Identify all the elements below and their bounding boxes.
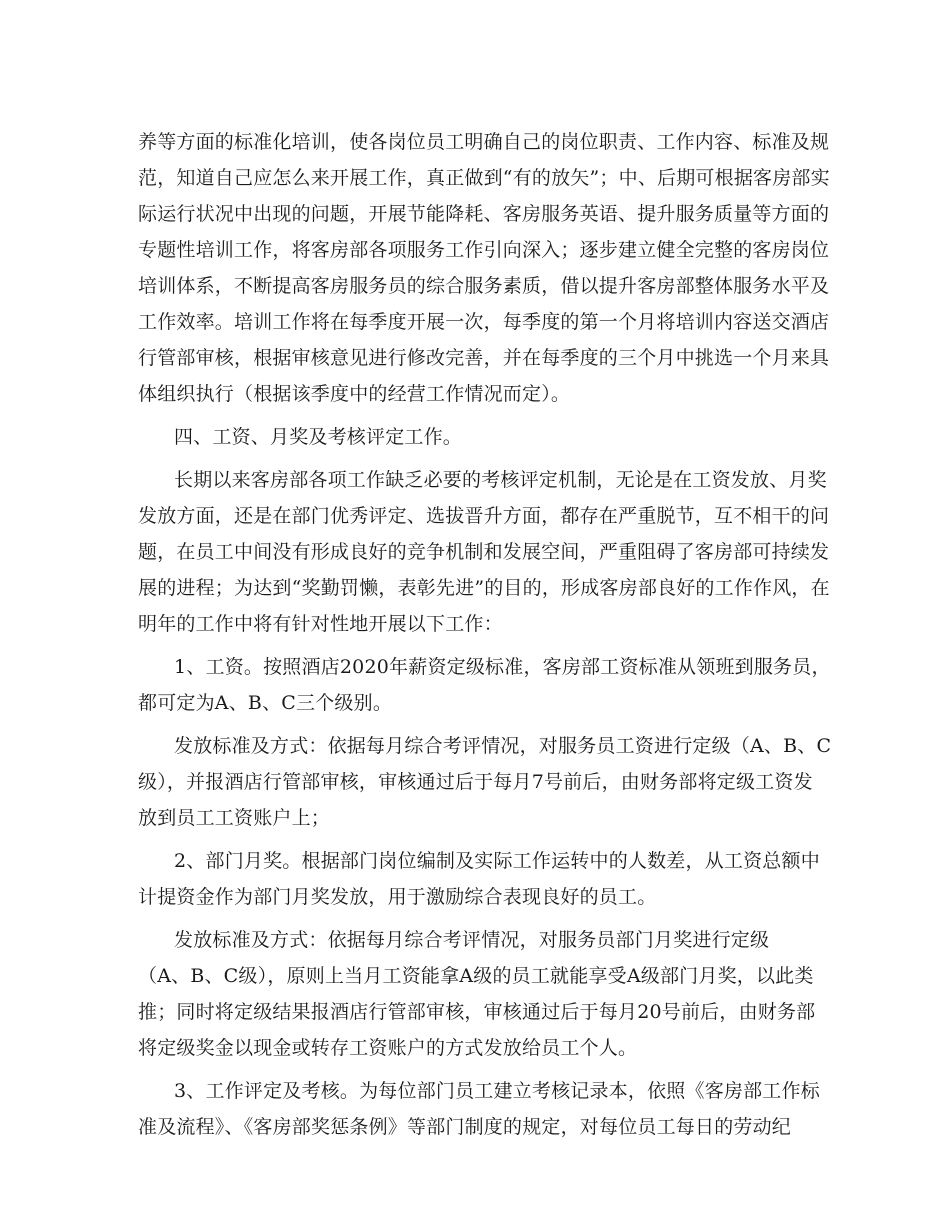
- body-text-line: 推；同时将定级结果报酒店行管部审核，审核通过后于每月20号前后，由财务部: [138, 1001, 816, 1023]
- body-text-line: 发放标准及方式：依据每月综合考评情况，对服务员工资进行定级（A、B、C: [174, 735, 832, 757]
- body-text-line: 展的进程；为达到“奖勤罚懒，表彰先进”的目的，形成客房部良好的工作作风，在: [138, 577, 830, 599]
- body-text-line: 行管部审核，根据审核意见进行修改完善，并在每季度的三个月中挑选一个月来具: [138, 347, 830, 369]
- body-text-line: 1、工资。按照酒店2020年薪资定级标准，客房部工资标准从领班到服务员，: [174, 656, 831, 678]
- body-text-line: 3、工作评定及考核。为每位部门员工建立考核记录本，依照《客房部工作标: [174, 1080, 820, 1102]
- body-text-line: 工作效率。培训工作将在每季度开展一次，每季度的第一个月将培训内容送交酒店: [138, 311, 830, 333]
- body-text-line: 养等方面的标准化培训，使各岗位员工明确自己的岗位职责、工作内容、标准及规: [138, 131, 830, 153]
- body-text-line: 计提资金作为部门月奖发放，用于激励综合表现良好的员工。: [138, 886, 657, 908]
- body-text-line: 专题性培训工作，将客房部各项服务工作引向深入；逐步建立健全完整的客房岗位: [138, 239, 830, 261]
- body-text-line: 将定级奖金以现金或转存工资账户的方式发放给员工个人。: [138, 1037, 638, 1059]
- body-text-line: 范，知道自己应怎么来开展工作，真正做到“有的放矢”；中、后期可根据客房部实: [138, 167, 830, 189]
- body-text-line: 长期以来客房部各项工作缺乏必要的考核评定机制，无论是在工资发放、月奖: [174, 469, 827, 491]
- body-text-line: 际运行状况中出现的问题，开展节能降耗、客房服务英语、提升服务质量等方面的: [138, 203, 830, 225]
- body-text-line: 级），并报酒店行管部审核，审核通过后于每月7号前后，由财务部将定级工资发: [138, 771, 813, 793]
- body-text-line: 发放标准及方式：依据每月综合考评情况，对服务员部门月奖进行定级: [174, 929, 770, 951]
- body-text-line: 体组织执行（根据该季度中的经营工作情况而定）。: [138, 383, 571, 405]
- body-text-line: 放到员工工资账户上；: [138, 807, 331, 829]
- body-text-line: 培训体系，不断提高客房服务员的综合服务素质，借以提升客房部整体服务水平及: [138, 275, 830, 297]
- body-text-line: 准及流程》、《客房部奖惩条例》等部门制度的规定，对每位员工每日的劳动纪: [138, 1116, 792, 1138]
- body-text-line: （A、B、C级），原则上当月工资能拿A级的员工就能享受A级部门月奖，以此类: [138, 965, 814, 987]
- body-text-line: 发放方面，还是在部门优秀评定、选拔晋升方面，都存在严重脱节，互不相干的问: [138, 505, 830, 527]
- body-text-line: 都可定为A、B、C三个级别。: [138, 692, 393, 714]
- body-text-line: 2、部门月奖。根据部门岗位编制及实际工作运转中的人数差，从工资总额中: [174, 850, 820, 872]
- body-text-line: 题，在员工中间没有形成良好的竞争机制和发展空间，严重阻碍了客房部可持续发: [138, 541, 830, 563]
- body-text-line: 明年的工作中将有针对性地开展以下工作：: [138, 613, 503, 635]
- section-heading: 四、工资、月奖及考核评定工作。: [174, 426, 463, 448]
